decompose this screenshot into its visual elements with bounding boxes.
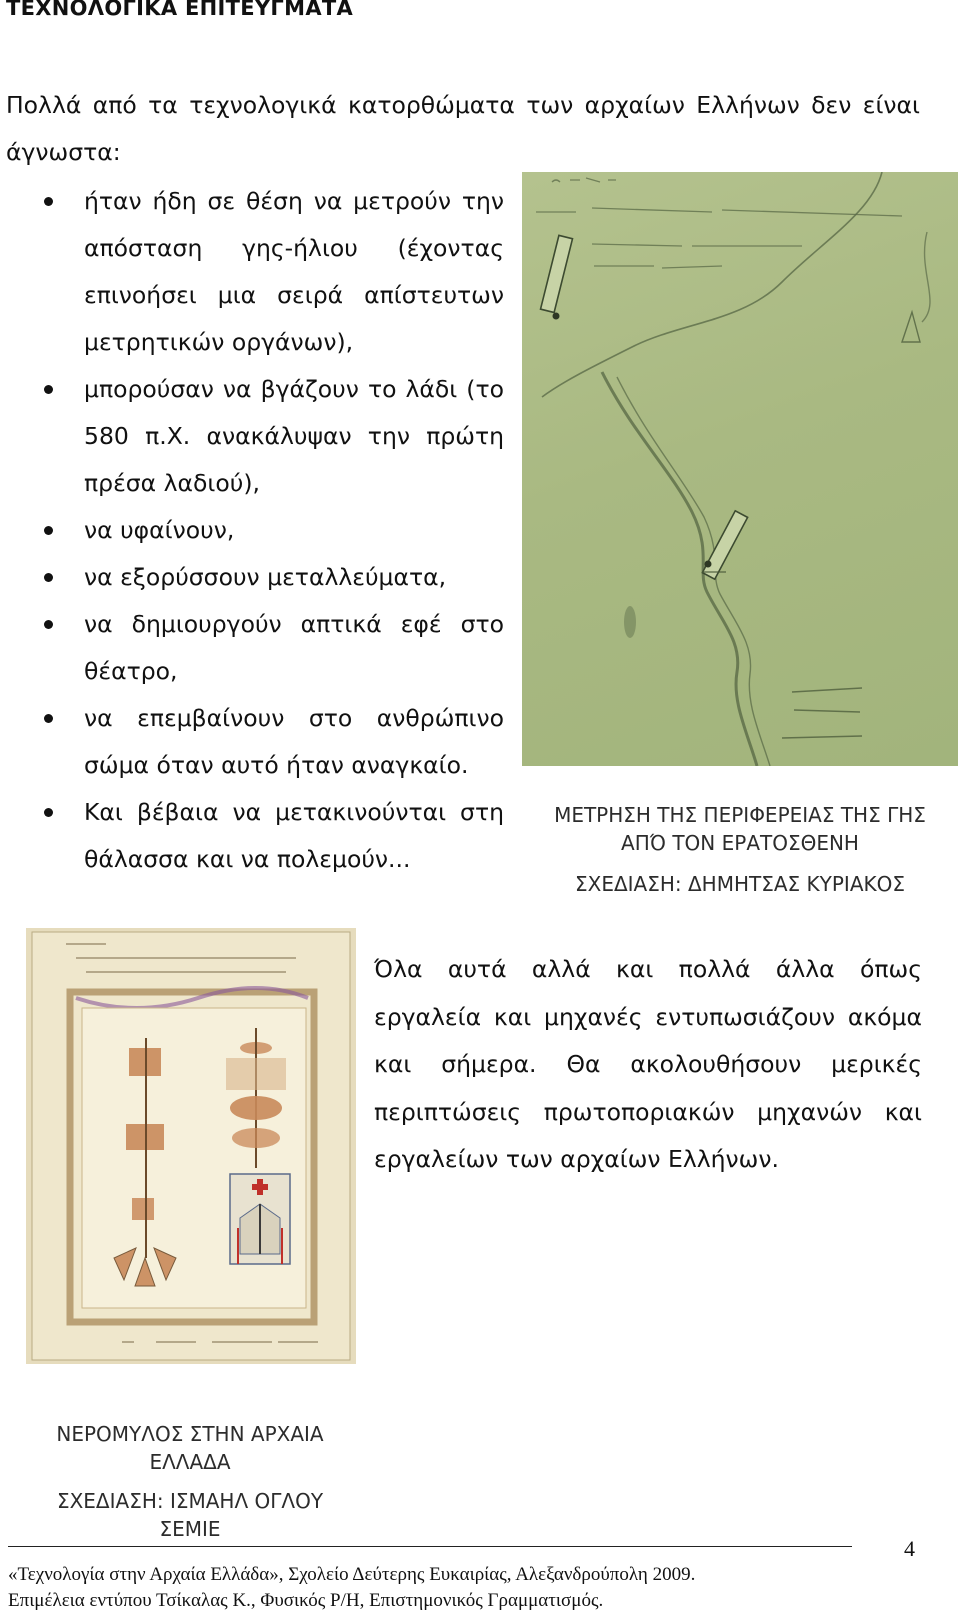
watermill-drawing: [26, 928, 356, 1364]
mill-caption-title: ΝΕΡΟΜΥΛΟΣ ΣΤΗΝ ΑΡΧΑΙΑ: [56, 1422, 324, 1446]
list-item: ήταν ήδη σε θέση να μετρούν την απόσταση γης-ήλιου (έχοντας επινοήσει μια σειρά απίστευτων μετρητικών οργάνων),: [44, 178, 504, 366]
map-caption-title: ΜΕΤΡΗΣΗ ΤΗΣ ΠΕΡΙΦΕΡΕΙΑΣ ΤΗΣ ΓΗΣ: [554, 803, 926, 827]
page-heading: ΤΕΧΝΟΛΟΓΙΚΑ ΕΠΙΤΕΥΓΜΑΤΑ: [6, 0, 354, 20]
list-item: Και βέβαια να μετακινούνται στη θάλασσα και να πολεμούν...: [44, 789, 504, 883]
watermill-drawing-photo: [26, 928, 356, 1364]
map-caption-credit: ΣΧΕΔΙΑΣΗ: ΔΗΜΗΤΣΑΣ ΚΥΡΙΑΚΟΣ: [574, 872, 906, 896]
closing-paragraph: Όλα αυτά αλλά και πολλά άλλα όπως εργαλεία και μηχανές εντυπωσιάζουν ακόμα και σήμερα. Θα ακολουθήσουν μερικές περιπτώσεις πρωτοποριακών μηχανών και εργαλείων των αρχαίων Ελλήνων.: [374, 955, 922, 1173]
map-drawing: [522, 172, 958, 766]
map-caption-subtitle: ΑΠΌ ΤΟΝ ΕΡΑΤΟΣΘΕΝΗ: [621, 831, 859, 855]
mill-caption-credit: ΣΧΕΔΙΑΣΗ: ΙΣΜΑΗΛ ΟΓΛΟΥ: [56, 1489, 324, 1513]
footer-divider: [8, 1546, 852, 1547]
list-item: να επεμβαίνουν στο ανθρώπινο σώμα όταν αυτό ήταν αναγκαίο.: [44, 695, 504, 789]
eratosthenes-map-photo: [522, 172, 958, 766]
mill-caption-title-cont: ΕΛΛΑΔΑ: [149, 1450, 231, 1474]
intro-paragraph: Πολλά από τα τεχνολογικά κατορθώματα των αρχαίων Ελλήνων δεν είναι άγνωστα:: [6, 91, 920, 166]
mill-caption-credit-cont: ΣΕΜΙΕ: [159, 1517, 221, 1541]
list-item: να εξορύσσουν μεταλλεύματα,: [44, 554, 504, 601]
list-item: μπορούσαν να βγάζουν το λάδι (το 580 π.Χ. ανακάλυψαν την πρώτη πρέσα λαδιού),: [44, 366, 504, 507]
list-item: να δημιουργούν απτικά εφέ στο θέατρο,: [44, 601, 504, 695]
page-footer: [8, 1562, 908, 1614]
footer-line: «Τεχνολογία στην Αρχαία Ελλάδα», Σχολείο Δεύτερης Ευκαιρίας, Αλεξανδρούπολη 2009.: [8, 1564, 696, 1585]
list-item: να υφαίνουν,: [44, 507, 504, 554]
footer-line: Επιμέλεια εντύπου Τσίκαλας Κ., Φυσικός Ρ/Η, Επιστημονικός Γραμματισμός.: [8, 1590, 604, 1611]
page-number: 4: [904, 1536, 915, 1561]
achievements-list: [44, 178, 504, 883]
